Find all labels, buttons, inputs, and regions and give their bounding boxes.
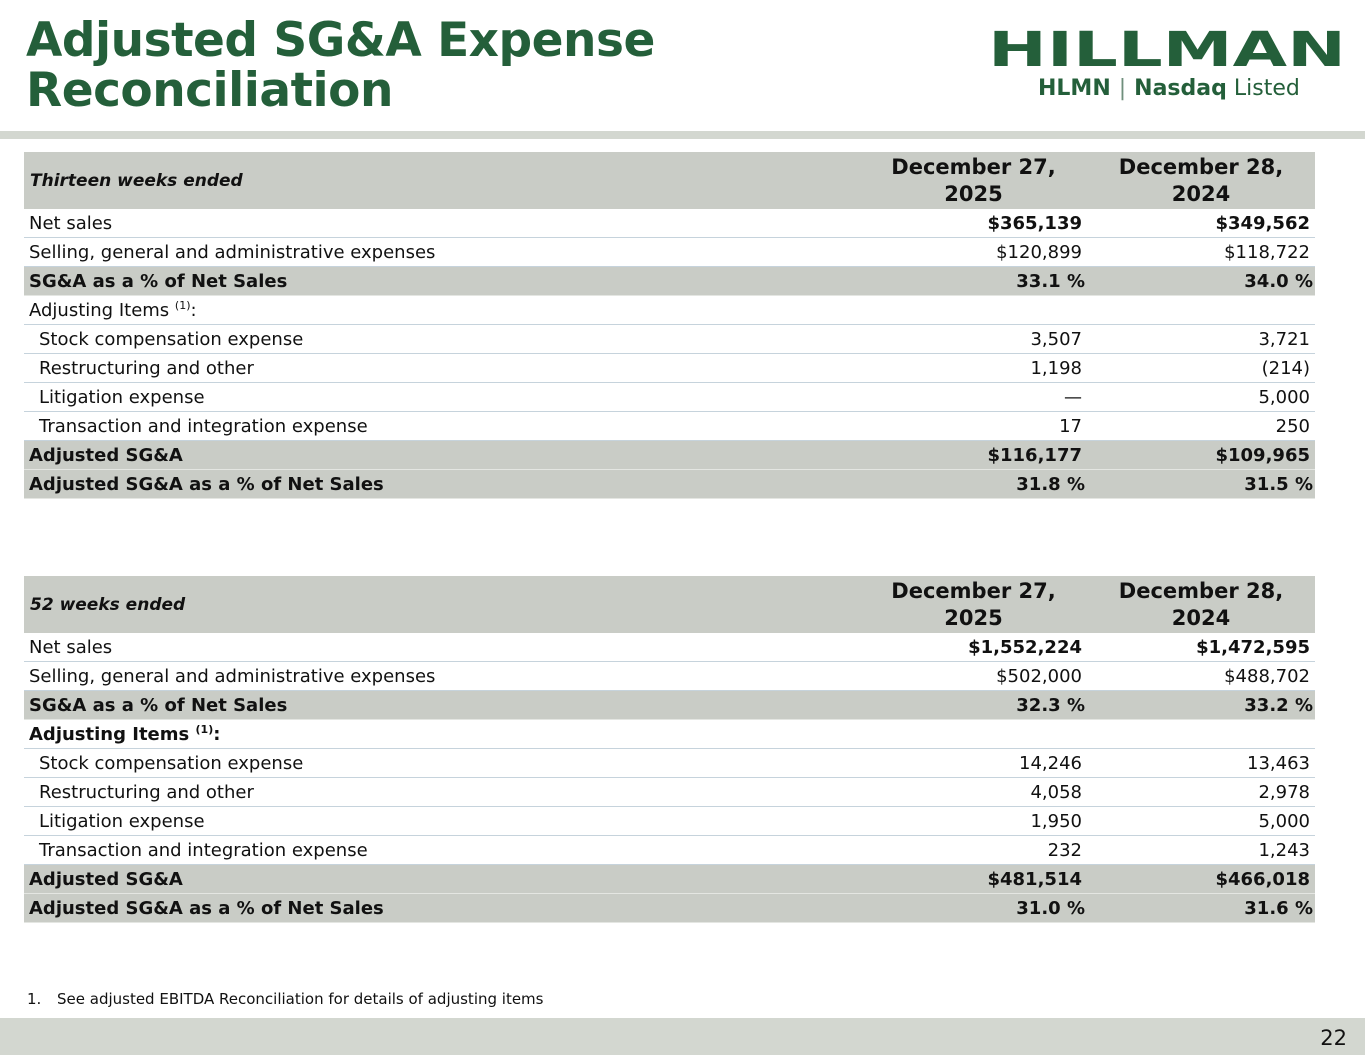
column-header-2024 <box>1087 576 1315 633</box>
column-header-2025-line2: 2025 <box>944 605 1003 630</box>
table-row <box>24 267 1315 296</box>
table-row <box>24 209 1315 238</box>
row-label: SG&A as a % of Net Sales <box>24 691 860 720</box>
cell-2025: 33.1 % <box>860 267 1087 296</box>
hillman-logo <box>986 26 1350 106</box>
table-row <box>24 865 1315 894</box>
cell-2025: 1,950 <box>860 807 1087 836</box>
page-title-line1: Adjusted SG&A Expense <box>26 13 655 68</box>
cell-2024: 33.2 % <box>1087 691 1315 720</box>
header-divider <box>0 131 1365 139</box>
logo-divider: | <box>1118 76 1127 101</box>
column-header-2024-line1: December 28, <box>1118 154 1284 179</box>
cell-2024: 5,000 <box>1087 383 1315 412</box>
table-row <box>24 691 1315 720</box>
cell-2025: 17 <box>860 412 1087 441</box>
logo-listing <box>1038 76 1300 101</box>
period-label: 52 weeks ended <box>24 576 860 633</box>
footnote-ref: (1) <box>195 723 214 736</box>
cell-2025: — <box>860 383 1087 412</box>
cell-2024: 31.5 % <box>1087 470 1315 499</box>
cell-2025: 31.0 % <box>860 894 1087 923</box>
cell-2025: $1,552,224 <box>860 633 1087 662</box>
column-header-2025-line1: December 27, <box>891 154 1056 179</box>
period-label: Thirteen weeks ended <box>24 152 860 209</box>
adjusting-colon: : <box>190 300 197 321</box>
column-header-2025 <box>860 152 1087 209</box>
column-header-2025-line2: 2025 <box>944 181 1003 206</box>
cell-2024: 2,978 <box>1087 778 1315 807</box>
row-label: Adjusted SG&A as a % of Net Sales <box>24 894 860 923</box>
column-header-2024-line2: 2024 <box>1171 605 1231 630</box>
cell-2025 <box>860 720 1087 749</box>
cell-2025: 32.3 % <box>860 691 1087 720</box>
row-label: Litigation expense <box>24 807 860 836</box>
row-label: Restructuring and other <box>24 354 860 383</box>
column-header-2025-line1: December 27, <box>891 578 1056 603</box>
cell-2024: 3,721 <box>1087 325 1315 354</box>
table-header-row <box>24 576 1315 633</box>
cell-2024: (214) <box>1087 354 1315 383</box>
row-label: Adjusted SG&A as a % of Net Sales <box>24 470 860 499</box>
page-title-line2: Reconciliation <box>26 63 393 118</box>
cell-2025: 4,058 <box>860 778 1087 807</box>
cell-2025: $481,514 <box>860 865 1087 894</box>
cell-2024: $109,965 <box>1087 441 1315 470</box>
row-label: Adjusted SG&A <box>24 865 860 894</box>
footnote-text: See adjusted EBITDA Reconciliation for details of adjusting items <box>57 990 544 1008</box>
row-label: Net sales <box>24 633 860 662</box>
cell-2024 <box>1087 720 1315 749</box>
hillman-wordmark-icon <box>988 26 1346 70</box>
cell-2024: $1,472,595 <box>1087 633 1315 662</box>
table-row <box>24 412 1315 441</box>
cell-2025 <box>860 296 1087 325</box>
footnote-number: 1. <box>27 990 42 1008</box>
table-row <box>24 238 1315 267</box>
logo-listed: Listed <box>1233 76 1300 101</box>
cell-2024: 5,000 <box>1087 807 1315 836</box>
column-header-2024-line2: 2024 <box>1171 181 1231 206</box>
cell-2024: $488,702 <box>1087 662 1315 691</box>
row-label: Restructuring and other <box>24 778 860 807</box>
table-row <box>24 749 1315 778</box>
table-row <box>24 720 1315 749</box>
page-number: 22 <box>1320 1026 1347 1050</box>
table-header-row <box>24 152 1315 209</box>
row-label: Selling, general and administrative expenses <box>24 662 860 691</box>
row-label: Net sales <box>24 209 860 238</box>
table-row <box>24 662 1315 691</box>
table-row <box>24 383 1315 412</box>
cell-2025: 232 <box>860 836 1087 865</box>
row-label: Transaction and integration expense <box>24 836 860 865</box>
table-row <box>24 836 1315 865</box>
logo-exchange: Nasdaq <box>1134 76 1227 101</box>
cell-2025: 1,198 <box>860 354 1087 383</box>
cell-2025: 14,246 <box>860 749 1087 778</box>
page-title <box>26 13 655 118</box>
cell-2024: 1,243 <box>1087 836 1315 865</box>
row-label: SG&A as a % of Net Sales <box>24 267 860 296</box>
cell-2024: 31.6 % <box>1087 894 1315 923</box>
column-header-2024 <box>1087 152 1315 209</box>
footnote-ref: (1) <box>174 299 191 312</box>
cell-2024 <box>1087 296 1315 325</box>
table-row <box>24 470 1315 499</box>
cell-2024: $349,562 <box>1087 209 1315 238</box>
cell-2025: $502,000 <box>860 662 1087 691</box>
table-row <box>24 807 1315 836</box>
adjusting-items-label: Adjusting Items <box>29 724 190 745</box>
cell-2025: $120,899 <box>860 238 1087 267</box>
row-label <box>24 720 860 749</box>
adjusting-items-label: Adjusting Items <box>29 300 170 321</box>
column-header-2025 <box>860 576 1087 633</box>
footer-band <box>0 1018 1365 1055</box>
table-row <box>24 778 1315 807</box>
cell-2025: $365,139 <box>860 209 1087 238</box>
logo-ticker: HLMN <box>1038 76 1111 101</box>
cell-2025: 31.8 % <box>860 470 1087 499</box>
table-row <box>24 441 1315 470</box>
row-label: Transaction and integration expense <box>24 412 860 441</box>
table-row <box>24 325 1315 354</box>
fifty-two-weeks-table <box>24 576 1315 923</box>
row-label: Selling, general and administrative expenses <box>24 238 860 267</box>
logo-wordmark-text: HILLMAN <box>988 26 1346 70</box>
cell-2024: $466,018 <box>1087 865 1315 894</box>
thirteen-weeks-table <box>24 152 1315 499</box>
table-row <box>24 354 1315 383</box>
cell-2024: $118,722 <box>1087 238 1315 267</box>
table-row <box>24 296 1315 325</box>
cell-2025: $116,177 <box>860 441 1087 470</box>
table-row <box>24 633 1315 662</box>
cell-2025: 3,507 <box>860 325 1087 354</box>
row-label <box>24 296 860 325</box>
column-header-2024-line1: December 28, <box>1118 578 1284 603</box>
row-label: Adjusted SG&A <box>24 441 860 470</box>
cell-2024: 13,463 <box>1087 749 1315 778</box>
row-label: Stock compensation expense <box>24 325 860 354</box>
table-row <box>24 894 1315 923</box>
adjusting-colon: : <box>213 724 221 745</box>
row-label: Stock compensation expense <box>24 749 860 778</box>
row-label: Litigation expense <box>24 383 860 412</box>
cell-2024: 34.0 % <box>1087 267 1315 296</box>
cell-2024: 250 <box>1087 412 1315 441</box>
footnote <box>27 990 543 1008</box>
